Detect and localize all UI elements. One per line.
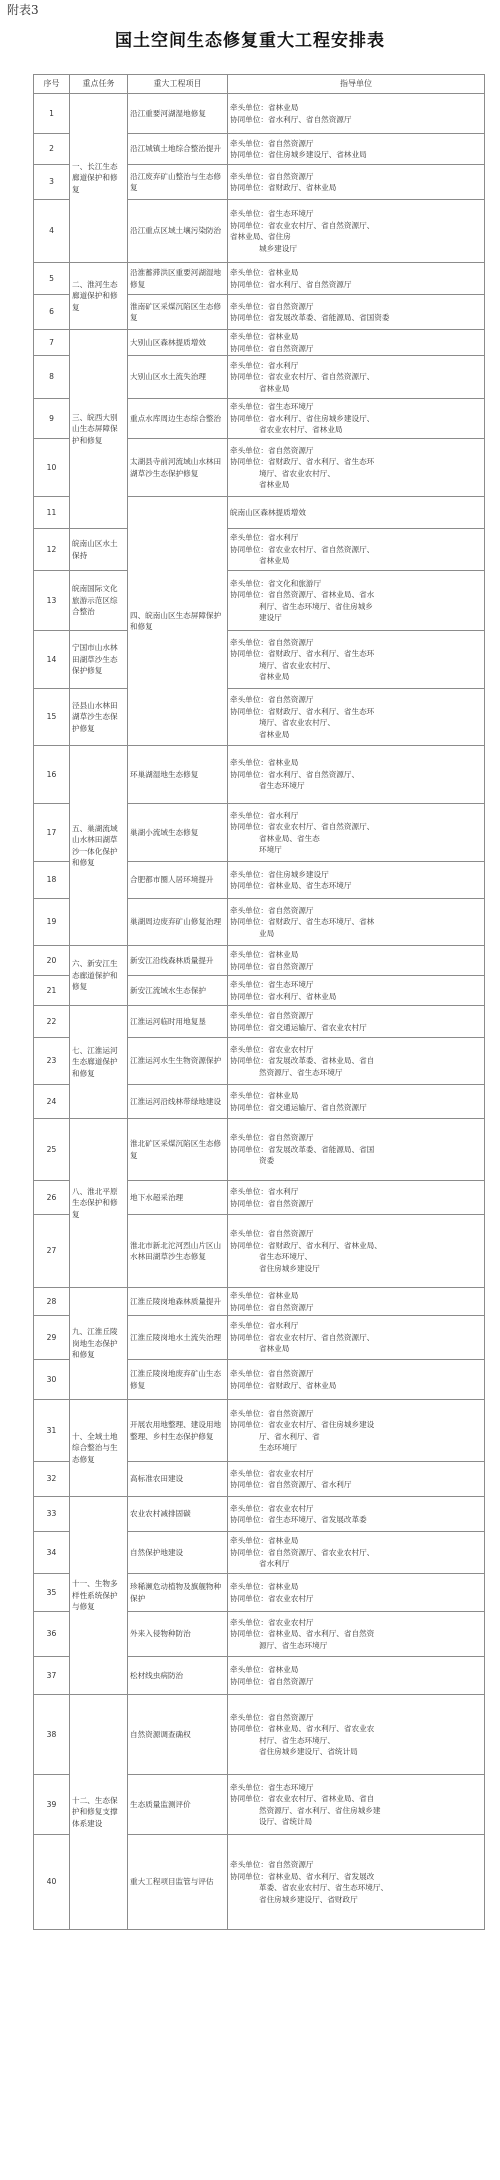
lead-unit-line: 牵头单位：省林业局	[230, 1536, 299, 1546]
guidance-unit-cell	[228, 1119, 485, 1181]
guidance-unit-cell	[228, 134, 485, 165]
unit-line: 协同单位：省农业农村厅、省自然资源厅、	[230, 544, 375, 554]
row-number: 21	[34, 976, 70, 1006]
unit-line: 协同单位：省自然资源厅	[230, 1198, 314, 1208]
lead-unit-line: 牵头单位：省自然资源厅	[230, 637, 314, 647]
project-cell: 江淮丘陵岗地水土流失治理	[128, 1316, 228, 1360]
project-cell: 高标准农田建设	[128, 1462, 228, 1497]
project-cell: 江淮运河沿线林带绿地建设	[128, 1085, 228, 1119]
row-number: 11	[34, 497, 70, 529]
unit-line: 省生态环境厅	[259, 781, 305, 791]
guidance-unit-cell	[228, 1038, 485, 1085]
unit-line: 协同单位：省生态环境厅、省发展改革委	[230, 1515, 367, 1524]
row-number: 19	[34, 899, 70, 946]
unit-line: 协同单位：省自然资源厅	[230, 961, 314, 971]
unit-line: 协同单位：省水利厅、省自然资源厅、	[230, 769, 360, 779]
unit-line: 协同单位：省自然资源厅	[230, 1302, 314, 1312]
lead-unit-line: 牵头单位：省林业局	[230, 758, 299, 768]
lead-unit-line: 牵头单位：省水利厅	[230, 533, 299, 543]
unit-line: 境厅、省农业农村厅、	[259, 468, 335, 478]
unit-line: 协同单位：省财政厅、省林业局	[230, 1380, 337, 1390]
project-cell: 沿江废弃矿山整治与生态修复	[128, 165, 228, 200]
lead-unit-line: 牵头单位：省自然资源厅	[230, 171, 314, 181]
lead-unit-line: 牵头单位：省林业局	[230, 1582, 299, 1591]
row-number: 22	[34, 1006, 70, 1038]
table-row	[34, 689, 485, 746]
guidance-unit-cell	[228, 94, 485, 134]
row-number: 8	[34, 356, 70, 399]
row-number: 2	[34, 134, 70, 165]
unit-line: 协同单位：省水利厅、省自然资源厅	[230, 114, 352, 124]
project-cell: 泾县山水林田湖草沙生态保护修复	[70, 689, 128, 746]
project-cell: 巢湖周边废弃矿山修复治理	[128, 899, 228, 946]
unit-line: 设厅、省统计局	[259, 1817, 313, 1826]
project-cell: 生态质量监测评价	[128, 1775, 228, 1835]
header-project: 重大工程项目	[128, 75, 228, 94]
table-row	[34, 571, 485, 631]
unit-line: 协同单位：省水利厅、省住房城乡建设厅、	[230, 413, 375, 423]
lead-unit-line: 牵头单位：省农业农村厅	[230, 1468, 314, 1478]
guidance-unit-cell	[228, 165, 485, 200]
lead-unit-line: 牵头单位：省林业局	[230, 332, 299, 341]
guidance-unit-cell	[228, 1085, 485, 1119]
guidance-unit-cell	[228, 263, 485, 295]
row-number: 3	[34, 165, 70, 200]
guidance-unit-cell	[228, 862, 485, 899]
project-cell: 江淮运河水生生物资源保护	[128, 1038, 228, 1085]
lead-unit-line: 牵头单位：省生态环境厅	[230, 402, 314, 412]
lead-unit-line: 牵头单位：省自然资源厅	[230, 1229, 314, 1238]
row-number: 9	[34, 399, 70, 439]
guidance-unit-cell	[228, 1400, 485, 1462]
unit-line: 省林业局	[259, 480, 290, 489]
guidance-unit-cell	[228, 200, 485, 263]
row-number: 28	[34, 1288, 70, 1316]
project-cell: 地下水超采治理	[128, 1181, 228, 1215]
unit-line: 协同单位：省财政厅、省水利厅、省林业局、	[230, 1240, 382, 1250]
unit-line: 厅、省水利厅、省	[259, 1431, 320, 1441]
row-number: 25	[34, 1119, 70, 1181]
table-row	[34, 1400, 485, 1462]
key-task-cell: 二、淮河生态廊道保护和修复	[70, 263, 128, 330]
guidance-unit-cell	[228, 1835, 485, 1930]
lead-unit-line: 牵头单位：省林业局	[230, 1291, 299, 1300]
guidance-unit-cell	[228, 946, 485, 976]
row-number: 16	[34, 746, 70, 804]
unit-line: 协同单位：省交通运输厅、省自然资源厅	[230, 1102, 367, 1112]
unit-line: 然资源厅、省水利厅、省住房城乡建	[259, 1805, 381, 1815]
project-cell: 自然资源调查确权	[128, 1695, 228, 1775]
key-task-cell: 十一、生物多样性系统保护与修复	[70, 1497, 128, 1695]
guidance-unit-cell	[228, 1695, 485, 1775]
lead-unit-line: 牵头单位：省农业农村厅	[230, 1503, 314, 1513]
unit-line: 协同单位：省水利厅、省林业局	[230, 991, 337, 1001]
row-number: 34	[34, 1532, 70, 1574]
lead-unit-line: 牵头单位：省生态环境厅	[230, 209, 314, 218]
project-cell: 外来入侵物种防治	[128, 1612, 228, 1657]
unit-line: 协同单位：省财政厅、省生态环境厅、省林	[230, 917, 375, 927]
header-task: 重点任务	[70, 75, 128, 94]
guidance-unit-cell	[228, 1215, 485, 1288]
unit-line: 协同单位：省住房城乡建设厅、省林业局	[230, 150, 367, 159]
project-cell: 沿淮蓄滞洪区重要河湖湿地修复	[128, 263, 228, 295]
lead-unit-line: 牵头单位：省自然资源厅	[230, 1408, 314, 1418]
key-task-cell: 五、巢湖流域山水林田湖草沙一体化保护和修复	[70, 746, 128, 946]
unit-line: 省生态环境厅、	[259, 1252, 313, 1261]
lead-unit-line: 牵头单位：省林业局	[230, 103, 299, 112]
guidance-unit-cell	[228, 1574, 485, 1612]
row-number: 5	[34, 263, 70, 295]
project-cell: 重点水库周边生态综合整治	[128, 399, 228, 439]
guidance-unit-cell	[228, 330, 485, 356]
project-cell: 农业农村减排固碳	[128, 1497, 228, 1532]
guidance-unit-cell	[228, 295, 485, 330]
unit-line: 省林业局、省生态	[259, 833, 320, 843]
unit-line: 协同单位：省林业局、省水利厅、省农业农	[230, 1724, 375, 1733]
lead-unit-line: 牵头单位：省农业农村厅	[230, 1044, 314, 1054]
project-cell: 宁国市山水林田湖草沙生态保护修复	[70, 631, 128, 689]
project-cell: 自然保护地建设	[128, 1532, 228, 1574]
lead-unit-line: 牵头单位：省自然资源厅	[230, 695, 314, 704]
lead-unit-line: 牵头单位：省自然资源厅	[230, 445, 314, 455]
unit-line: 协同单位：省发展改革委、省能源局、省国资委	[230, 313, 390, 322]
row-number: 12	[34, 529, 70, 571]
unit-line: 业局	[259, 928, 275, 938]
row-number: 1	[34, 94, 70, 134]
row-number: 26	[34, 1181, 70, 1215]
lead-unit-line: 牵头单位：省生态环境厅	[230, 1782, 314, 1792]
project-cell: 皖南山区水土保持	[70, 529, 128, 571]
unit-line: 协同单位：省自然资源厅	[230, 1676, 314, 1686]
unit-line: 境厅、省农业农村厅、	[259, 660, 335, 670]
lead-unit-line: 牵头单位：省林业局	[230, 950, 299, 959]
project-cell: 新安江流域水生态保护	[128, 976, 228, 1006]
row-number: 20	[34, 946, 70, 976]
project-cell: 太湖县寺前河流域山水林田湖草沙生态保护修复	[128, 439, 228, 497]
row-number: 17	[34, 804, 70, 862]
row-number: 24	[34, 1085, 70, 1119]
key-task-cell: 十、全域土地综合整治与生态修复	[70, 1400, 128, 1497]
unit-line: 环境厅	[259, 845, 282, 854]
table-row	[34, 1006, 485, 1038]
unit-line: 协同单位：省林业局、省水利厅、省自然资	[230, 1629, 375, 1639]
lead-unit-line: 牵头单位：省自然资源厅	[230, 1369, 314, 1378]
guidance-unit-cell	[228, 1181, 485, 1215]
guidance-unit-cell	[228, 1612, 485, 1657]
row-number: 36	[34, 1612, 70, 1657]
guidance-unit-cell	[228, 746, 485, 804]
unit-line: 城乡建设厅	[259, 243, 297, 253]
unit-line: 协同单位：省发展改革委、省能源局、省国	[230, 1144, 375, 1154]
unit-line: 省农业农村厅、省林业局	[259, 425, 343, 435]
unit-line: 协同单位：省自然资源厅、省林业局、省水	[230, 590, 375, 599]
lead-unit-line: 牵头单位：省林业局	[230, 1665, 299, 1674]
project-cell: 大别山区森林提质增效	[128, 330, 228, 356]
guidance-unit-cell	[228, 1006, 485, 1038]
row-number: 37	[34, 1657, 70, 1695]
guidance-unit-cell	[228, 529, 485, 571]
guidance-unit-cell	[228, 804, 485, 862]
page-title: 国土空间生态修复重大工程安排表	[115, 31, 385, 51]
row-number: 7	[34, 330, 70, 356]
unit-line: 协同单位：省林业局、省生态环境厅	[230, 881, 352, 890]
header-no: 序号	[34, 75, 70, 94]
unit-line: 境厅、省农业农村厅、	[259, 718, 335, 727]
guidance-unit-cell	[228, 976, 485, 1006]
guidance-unit-cell	[228, 439, 485, 497]
guidance-unit-cell	[228, 1316, 485, 1360]
key-task-cell: 七、江淮运河生态廊道保护和修复	[70, 1006, 128, 1119]
guidance-unit-cell	[228, 1360, 485, 1400]
unit-line: 协同单位：省财政厅、省水利厅、省生态环	[230, 649, 375, 658]
unit-line: 协同单位：省自然资源厅、省水利厅	[230, 1480, 352, 1489]
row-number: 33	[34, 1497, 70, 1532]
project-cell: 淮北矿区采煤沉陷区生态修复	[128, 1119, 228, 1181]
unit-line: 协同单位：省农业农村厅、省自然资源厅、	[230, 1332, 375, 1342]
table-row	[34, 1288, 485, 1316]
unit-line: 省住房城乡建设厅	[259, 1263, 320, 1273]
guidance-unit-cell	[228, 356, 485, 399]
unit-line: 协同单位：省自然资源厅、省农业农村厅、	[230, 1547, 375, 1557]
project-cell: 巢湖小流域生态修复	[128, 804, 228, 862]
project-cell: 重大工程项目监管与评估	[128, 1835, 228, 1930]
unit-line: 协同单位：省财政厅、省水利厅、省生态环	[230, 706, 375, 716]
unit-line: 协同单位：省财政厅、省林业局	[230, 183, 337, 192]
table-row	[34, 330, 485, 356]
key-task-cell: 十二、生态保护和修复支撑体系建设	[70, 1695, 128, 1930]
guidance-unit-cell	[228, 571, 485, 631]
row-number: 39	[34, 1775, 70, 1835]
unit-line: 省林业局、省住房	[230, 232, 291, 241]
project-cell: 松材线虫病防治	[128, 1657, 228, 1695]
guidance-unit-cell	[228, 1497, 485, 1532]
lead-unit-line: 牵头单位：省水利厅	[230, 1321, 299, 1331]
table-row	[34, 1119, 485, 1181]
unit-line: 协同单位：省自然资源厅	[230, 343, 314, 353]
key-task-cell: 四、皖南山区生态屏障保护和修复	[128, 497, 228, 746]
table-row	[34, 1695, 485, 1775]
unit-line: 资委	[259, 1156, 275, 1166]
guidance-unit-cell	[228, 631, 485, 689]
key-task-cell: 八、淮北平原生态保护和修复	[70, 1119, 128, 1288]
row-number: 6	[34, 295, 70, 330]
unit-line: 协同单位：省农业农村厅	[230, 1593, 314, 1603]
unit-line: 省林业局	[259, 556, 290, 566]
header-unit: 指导单位	[228, 75, 485, 94]
table-row	[34, 263, 485, 295]
table-row	[34, 529, 485, 571]
table-row	[34, 94, 485, 134]
project-cell: 沿江重要河湖湿地修复	[128, 94, 228, 134]
guidance-unit-cell	[228, 1288, 485, 1316]
table-row	[34, 946, 485, 976]
unit-line: 协同单位：省交通运输厅、省农业农村厅	[230, 1022, 367, 1032]
unit-line: 省水利厅	[259, 1559, 290, 1569]
row-number: 38	[34, 1695, 70, 1775]
lead-unit-line: 牵头单位：省生态环境厅	[230, 980, 314, 989]
key-task-cell: 一、长江生态廊道保护和修复	[70, 94, 128, 263]
row-number: 35	[34, 1574, 70, 1612]
row-number: 29	[34, 1316, 70, 1360]
guidance-unit-cell	[228, 899, 485, 946]
unit-line: 协同单位：省水利厅、省自然资源厅	[230, 279, 352, 289]
guidance-unit-cell	[228, 1657, 485, 1695]
row-number: 18	[34, 862, 70, 899]
key-task-cell: 九、江淮丘陵岗地生态保护和修复	[70, 1288, 128, 1400]
project-table	[33, 74, 485, 1930]
unit-line: 省林业局	[259, 1344, 290, 1354]
lead-unit-line: 牵头单位：省水利厅	[230, 360, 299, 370]
appendix-label: 附表3	[7, 3, 39, 17]
unit-line: 省林业局	[259, 729, 290, 739]
key-task-cell: 六、新安江生态廊道保护和修复	[70, 946, 128, 1006]
unit-line: 村厅、省生态环境厅、	[259, 1735, 335, 1745]
lead-unit-line: 牵头单位：省农业农村厅	[230, 1617, 314, 1627]
lead-unit-line: 牵头单位：省林业局	[230, 1091, 299, 1100]
key-task-cell: 三、皖西大别山生态屏障保护和修复	[70, 330, 128, 529]
guidance-unit-cell	[228, 1532, 485, 1574]
unit-line: 利厅、省生态环境厅、省住房城乡	[259, 601, 373, 611]
row-number: 10	[34, 439, 70, 497]
row-number: 23	[34, 1038, 70, 1085]
lead-unit-line: 牵头单位：省住房城乡建设厅	[230, 869, 329, 879]
project-cell: 珍稀濒危动植物及旗舰物种保护	[128, 1574, 228, 1612]
project-cell: 沿江城镇土地综合整治提升	[128, 134, 228, 165]
project-cell: 淮北市新北沱河烈山片区山水林田湖草沙生态修复	[128, 1215, 228, 1288]
row-number: 30	[34, 1360, 70, 1400]
unit-line: 省住房城乡建设厅、省统计局	[259, 1747, 358, 1756]
unit-line: 然资源厅、省生态环境厅	[259, 1067, 343, 1077]
row-number: 32	[34, 1462, 70, 1497]
project-cell: 江淮丘陵岗地废弃矿山生态修复	[128, 1360, 228, 1400]
row-number: 13	[34, 571, 70, 631]
table-row	[34, 631, 485, 689]
unit-line: 协同单位：省发展改革委、省林业局、省自	[230, 1056, 375, 1066]
row-number: 27	[34, 1215, 70, 1288]
unit-line: 生态环境厅	[259, 1443, 297, 1452]
project-cell: 新安江沿线森林质量提升	[128, 946, 228, 976]
lead-unit-line: 牵头单位：省自然资源厅	[230, 1712, 314, 1722]
guidance-unit-cell	[228, 1775, 485, 1835]
row-number: 4	[34, 200, 70, 263]
unit-line: 省林业局	[259, 672, 290, 681]
row-number: 14	[34, 631, 70, 689]
lead-unit-line: 牵头单位：省林业局	[230, 268, 299, 277]
unit-line: 协同单位：省农业农村厅、省自然资源厅、	[230, 372, 375, 382]
project-cell: 皖南国际文化旅游示范区综合整治	[70, 571, 128, 631]
table-body	[34, 94, 485, 1930]
table-row	[34, 746, 485, 804]
unit-line: 协同单位：省财政厅、省水利厅、省生态环	[230, 457, 375, 466]
unit-line: 协同单位：省农业农村厅、省林业局、省自	[230, 1794, 375, 1803]
project-cell: 开展农用地整理、建设用地整理、乡村生态保护修复	[128, 1400, 228, 1462]
unit-line: 协同单位：省林业局、省水利厅、省发展改	[230, 1871, 375, 1881]
project-cell: 沿江重点区域土壤污染防治	[128, 200, 228, 263]
row-number: 31	[34, 1400, 70, 1462]
guidance-unit-cell	[228, 1462, 485, 1497]
lead-unit-line: 牵头单位：省自然资源厅	[230, 1011, 314, 1020]
project-cell: 皖南山区森林提质增效	[228, 497, 485, 529]
guidance-unit-cell	[228, 689, 485, 746]
project-cell: 合肥都市圈人居环境提升	[128, 862, 228, 899]
lead-unit-line: 牵头单位：省水利厅	[230, 1187, 299, 1196]
lead-unit-line: 牵头单位：省自然资源厅	[230, 1133, 314, 1143]
unit-line: 协同单位：省农业农村厅、省自然资源厅、	[230, 220, 375, 230]
project-cell: 淮南矿区采煤沉陷区生态修复	[128, 295, 228, 330]
unit-line: 建设厅	[259, 613, 282, 622]
guidance-unit-cell	[228, 399, 485, 439]
unit-line: 源厅、省生态环境厅	[259, 1640, 328, 1650]
project-cell: 江淮运河临时用地复垦	[128, 1006, 228, 1038]
lead-unit-line: 牵头单位：省水利厅	[230, 810, 299, 820]
unit-line: 协同单位：省农业农村厅、省住房城乡建设	[230, 1420, 375, 1429]
unit-line: 协同单位：省农业农村厅、省自然资源厅、	[230, 822, 375, 831]
table-row	[34, 1497, 485, 1532]
row-number: 15	[34, 689, 70, 746]
unit-line: 革委、省农业农村厅、省生态环境厅、	[259, 1883, 389, 1892]
lead-unit-line: 牵头单位：省自然资源厅	[230, 138, 314, 148]
unit-line: 省住房城乡建设厅、省财政厅	[259, 1894, 358, 1904]
lead-unit-line: 牵头单位：省自然资源厅	[230, 1860, 314, 1869]
project-cell: 环巢湖湿地生态修复	[128, 746, 228, 804]
project-cell: 江淮丘陵岗地森林质量提升	[128, 1288, 228, 1316]
unit-line: 省林业局	[259, 383, 290, 393]
lead-unit-line: 牵头单位：省文化和旅游厅	[230, 578, 322, 588]
lead-unit-line: 牵头单位：省自然资源厅	[230, 301, 314, 311]
project-cell: 大别山区水土流失治理	[128, 356, 228, 399]
row-number: 40	[34, 1835, 70, 1930]
table-header-row	[34, 75, 485, 94]
lead-unit-line: 牵头单位：省自然资源厅	[230, 905, 314, 915]
